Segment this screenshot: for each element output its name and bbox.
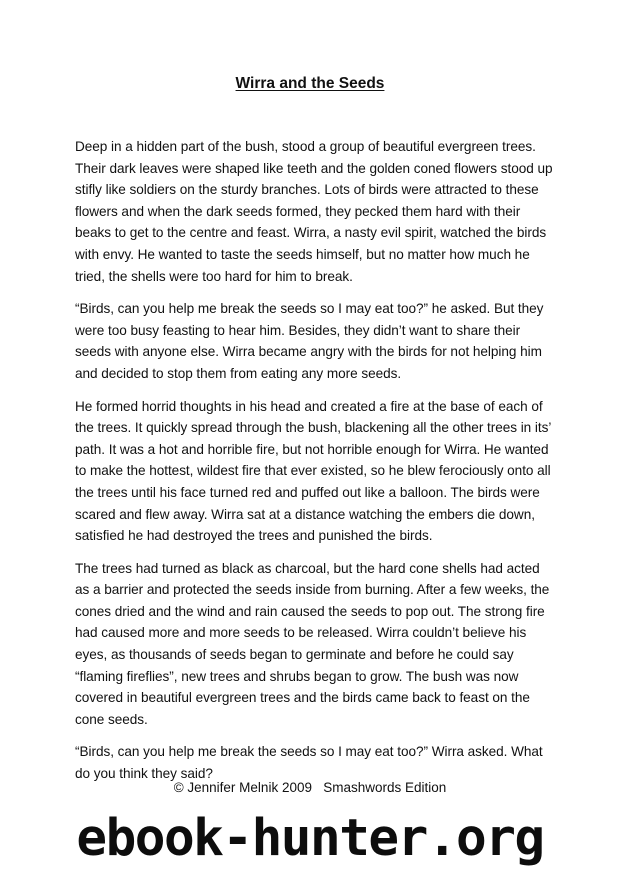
paragraph-1: Deep in a hidden part of the bush, stood a group of beautiful evergreen trees. Their dark leaves were shaped like teeth and the golden coned flowers stood up stifly like soldiers on the sturdy branches. Lots of birds were attracted to these flowers and when the dark seeds formed, they pecked them hard with their beaks to get to the centre and feast. Wirra, a nasty evil spirit, watched the birds with envy. He wanted to taste the seeds himself, but no matter how much he tried, the shells were too hard for him to break. [75, 139, 553, 284]
story-body [75, 136, 553, 796]
copyright-line: © Jennifer Melnik 2009 Smashwords Edition [173, 780, 447, 795]
paragraph-3: He formed horrid thoughts in his head and created a fire at the base of each of the trees. It quickly spread through the bush, blackening all the other trees in its’ path. It was a hot and horrible fire, but not horrible enough for Wirra. He wanted to make the hottest, wildest fire that ever existed, so he blew ferociously onto all the trees until his face turned red and puffed out like a balloon. The birds were scared and flew away. Wirra sat at a distance watching the embers die down, satisfied he had destroyed the trees and punished the birds. [75, 398, 551, 544]
paragraph-4: The trees had turned as black as charcoal, but the hard cone shells had acted as a barrier and protected the seeds inside from burning. After a few weeks, the cones dried and the wind and rain caused the seeds to pop out. The strong fire had caused more and more seeds to be released. Wirra couldn’t believe his eyes, as thousands of seeds began to germinate and before he could say “flaming fireflies”, new trees and shrubs began to grow. The bush was now covered in beautiful evergreen trees and the birds came back to feast on the cone seeds. [75, 560, 550, 727]
paragraph-5: “Birds, can you help me break the seeds so I may eat too?” Wirra asked. What do you think they said? [75, 744, 543, 782]
story-title: Wirra and the Seeds [235, 75, 385, 92]
paragraph-2: “Birds, can you help me break the seeds so I may eat too?” he asked. But they were too busy feasting to hear him. Besides, they didn’t want to share their seeds with anyone else. Wirra became angry with the birds for not helping him and decided to stop them from eating any more seeds. [75, 301, 544, 381]
watermark-text: ebook-hunter.org [76, 809, 544, 868]
